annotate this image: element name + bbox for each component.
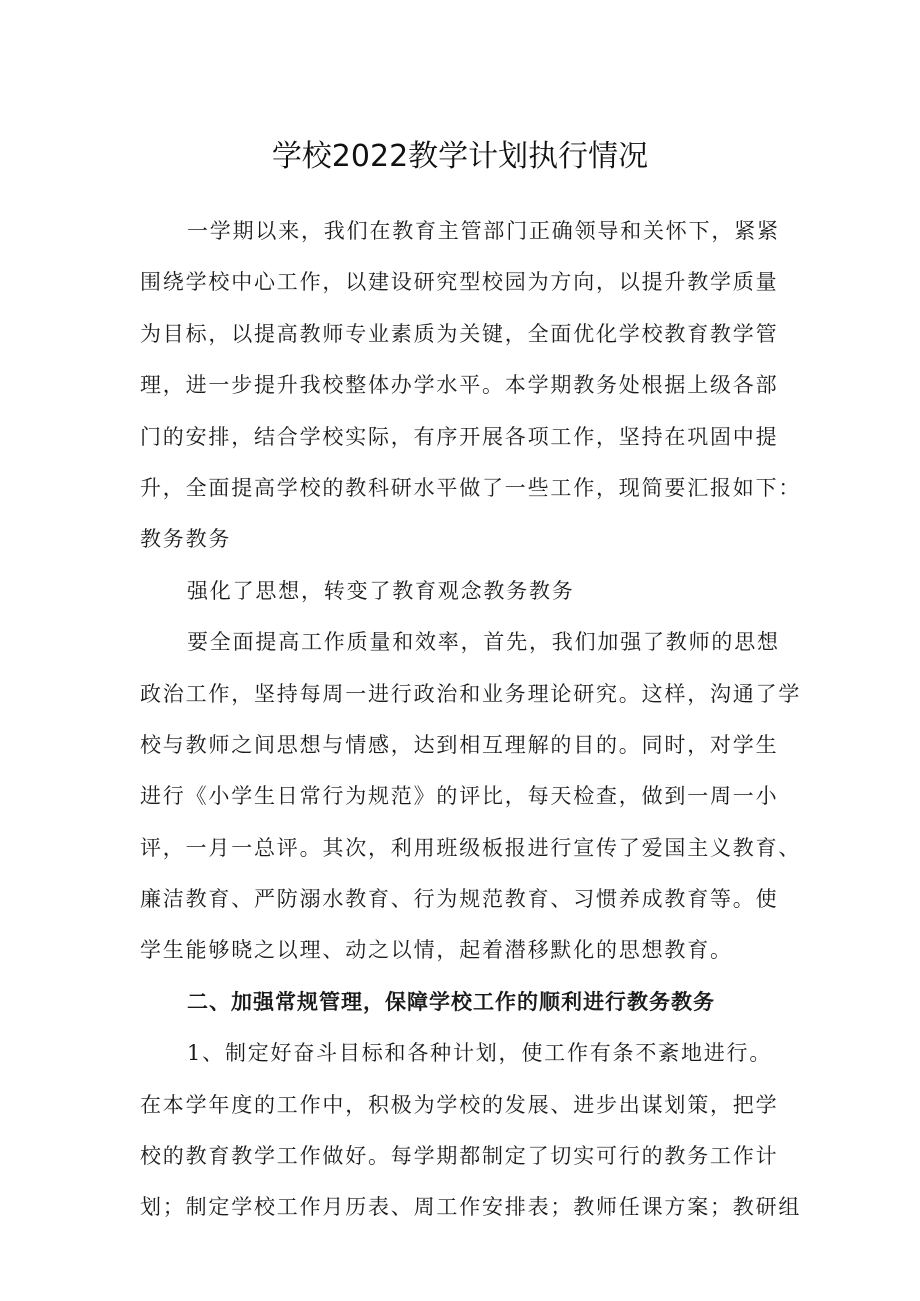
paragraph-line: 升，全面提高学校的教科研水平做了一些工作，现简要汇报如下： [140,475,802,500]
paragraph-line: 为目标，以提高教师专业素质为关键，全面优化学校教育教学管 [140,321,779,346]
paragraph-line: 围绕学校中心工作，以建设研究型校园为方向，以提升教学质量 [140,270,779,295]
paragraph-line: 校与教师之间思想与情感，达到相互理解的目的。同时，对学生 [140,732,779,757]
document-title: 学校2022教学计划执行情况 [271,139,649,174]
paragraph-line: 廉洁教育、严防溺水教育、行为规范教育、习惯养成教育等。使 [140,887,779,912]
paragraph-line: 强化了思想，转变了教育观念教务教务 [187,578,575,603]
paragraph-line: 1、制定好奋斗目标和各种计划，使工作有条不紊地进行。 [187,1041,773,1066]
paragraph-line: 学生能够晓之以理、动之以情，起着潜移默化的思想教育。 [140,938,733,963]
paragraph-line: 教务教务 [140,527,232,552]
section-heading: 二、加强常规管理，保障学校工作的顺利进行教务教务 [187,989,715,1014]
paragraph-line: 门的安排，结合学校实际，有序开展各项工作，坚持在巩固中提 [140,424,779,449]
paragraph-line: 划；制定学校工作月历表、周工作安排表；教师任课方案；教研组 [140,1195,802,1220]
paragraph-line: 一学期以来，我们在教育主管部门正确领导和关怀下，紧紧 [187,219,780,243]
paragraph-line: 在本学年度的工作中，积极为学校的发展、进步出谋划策，把学 [140,1092,779,1117]
document-body [140,206,800,1234]
paragraph-line: 校的教育教学工作做好。每学期都制定了切实可行的教务工作计 [140,1144,779,1169]
paragraph-line: 政治工作，坚持每周一进行政治和业务理论研究。这样，沟通了学 [140,681,802,706]
paragraph-line: 进行《小学生日常行为规范》的评比，每天检查，做到一周一小 [140,784,779,809]
paragraph-line: 理，进一步提升我校整体办学水平。本学期教务处根据上级各部 [140,373,779,398]
paragraph-line: 评，一月一总评。其次，利用班级板报进行宣传了爱国主义教育、 [140,835,802,860]
paragraph-line: 要全面提高工作质量和效率，首先，我们加强了教师的思想 [187,630,780,655]
